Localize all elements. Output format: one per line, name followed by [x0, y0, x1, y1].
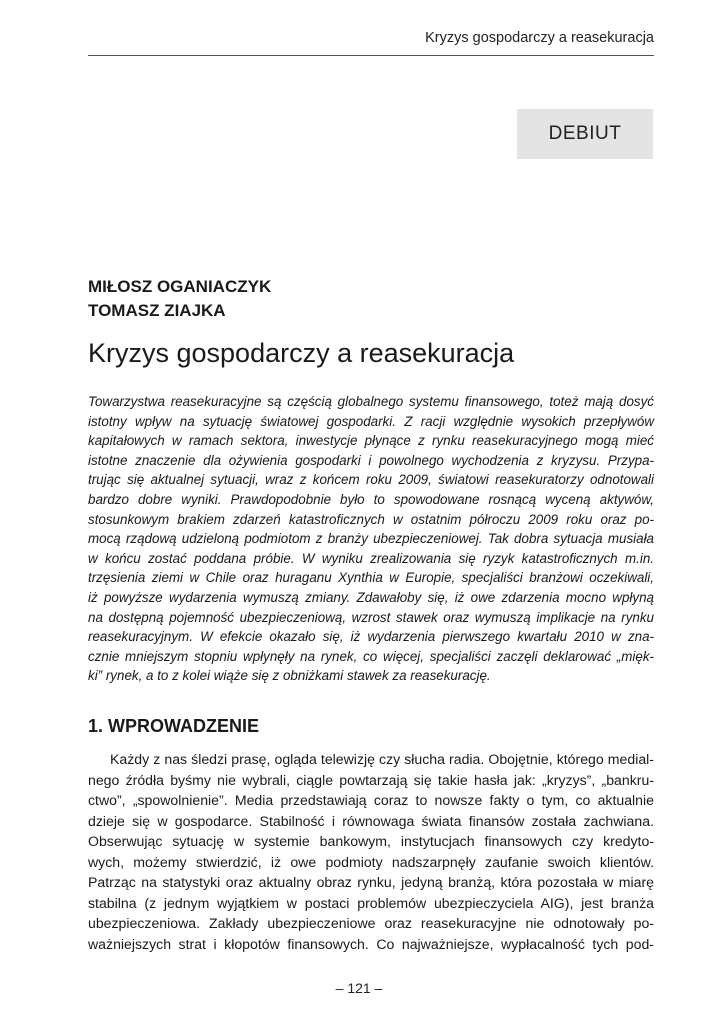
- abstract-line: bardzo dobre wyniki. Prawdopodobnie było to spowodowane rosnącą wyceną aktywów,: [88, 491, 654, 507]
- authors-block: [88, 275, 271, 323]
- body-line: wych, możemy stwierdzić, iż owe podmioty nadszarpnęły zaufanie swoich klientów.: [88, 853, 654, 870]
- body-text: [88, 749, 654, 954]
- body-line: ubezpieczeniowa. Zakłady ubezpieczeniowe oraz reasekuracyjne nie odnotowały po-: [88, 915, 654, 931]
- body-line: ctwo”, „spowolnienie”. Media przedstawiają coraz to nowsze fakty o tym, co aktualnie: [88, 792, 654, 808]
- abstract-line: istotny wpływ na sytuację światowej gospodarki. Z racji względnie wysokich przepływów: [88, 413, 654, 429]
- abstract-line: istotne znaczenie dla ożywienia gospodarki i powolnego wychodzenia z kryzysu. Przypa-: [88, 452, 654, 468]
- body-line: Każdy z nas śledzi prasę, ogląda telewizję czy słucha radia. Obojętnie, którego medial-: [110, 751, 654, 767]
- abstract-line: trując się aktualnej sytuacji, wraz z końcem roku 2009, światowi reasekuratorzy odnotowali: [88, 472, 654, 488]
- section-heading: 1. WPROWADZENIE: [88, 716, 260, 736]
- body-line: nego źródła byśmy nie wybrali, ciągle powtarzają się takie hasła jak: „kryzys”, „bankru-: [88, 771, 654, 788]
- abstract-line: na dostępną pojemność ubezpieczeniową, wzrost stawek oraz wymuszą implikacje na rynku: [88, 609, 654, 625]
- article-title: Kryzys gospodarczy a reasekuracja: [88, 338, 515, 368]
- abstract-line: trzęsienia ziemi w Chile oraz huraganu Xynthia w Europie, specjaliści branżowi oczekiwali,: [88, 570, 654, 586]
- abstract-line: mocą rządową udzieloną podmiotom z branży ubezpieczeniowej. Tak dobra sytuacja musiała: [88, 531, 654, 547]
- author-name: TOMASZ ZIAJKA: [88, 301, 226, 320]
- header-rule: [88, 55, 654, 56]
- abstract-line: kapitałowych w ramach sektora, inwestycje płynące z rynku reasekuracyjnego mogą mieć: [88, 433, 654, 449]
- author-name: MIŁOSZ OGANIACZYK: [88, 277, 272, 296]
- abstract-line: Towarzystwa reasekuracyjne są częścią globalnego systemu finansowego, toteż mają dosyć: [88, 394, 654, 409]
- body-line: ważniejszych strat i kłopotów finansowych. Co najważniejsze, wypłacalność tych pod-: [88, 935, 654, 952]
- body-line: stabilna (z jednym wyjątkiem w postaci problemów ubezpieczyciela AIG), jest branża: [88, 894, 654, 911]
- abstract-line: w końcu zostać poddana próbie. W wyniku zrealizowania się ryzyk katastroficznych m.in.: [88, 550, 654, 566]
- body-line: dzieje się w gospodarce. Stabilność i równowaga świata finansów została zachwiana.: [88, 812, 654, 829]
- abstract-line: iż powyższe wydarzenia wymuszą zmiany. Zdawałoby się, iż owe zdarzenia mocno wpłyną: [88, 589, 654, 605]
- abstract-line: ki” rynek, a to z kolei wiąże się z obniżkami stawek za reasekurację.: [88, 668, 491, 684]
- page-number: – 121 –: [335, 980, 383, 996]
- body-line: Patrząc na statystyki oraz aktualny obraz rynku, jedyną branżą, która pozostała w miarę: [88, 874, 654, 890]
- abstract-line: reasekuracyjnym. W efekcie okazało się, iż wydarzenia pierwszego kwartału 2010 w zna-: [88, 629, 654, 645]
- abstract-line: stosunkowym brakiem zdarzeń katastroficznych w ostatnim półroczu 2009 roku oraz po-: [88, 511, 654, 527]
- body-line: Obserwując sytuację w systemie bankowym, instytucjach finansowych czy kredyto-: [88, 833, 654, 849]
- section-badge: DEBIUT: [517, 109, 653, 159]
- abstract-line: cznie mniejszym stopniu wpłynęły na rynek, co więcej, specjaliści zaczęli deklarować „mięk-: [88, 648, 654, 664]
- running-header: Kryzys gospodarczy a reasekuracja: [425, 30, 654, 46]
- abstract: [88, 392, 654, 686]
